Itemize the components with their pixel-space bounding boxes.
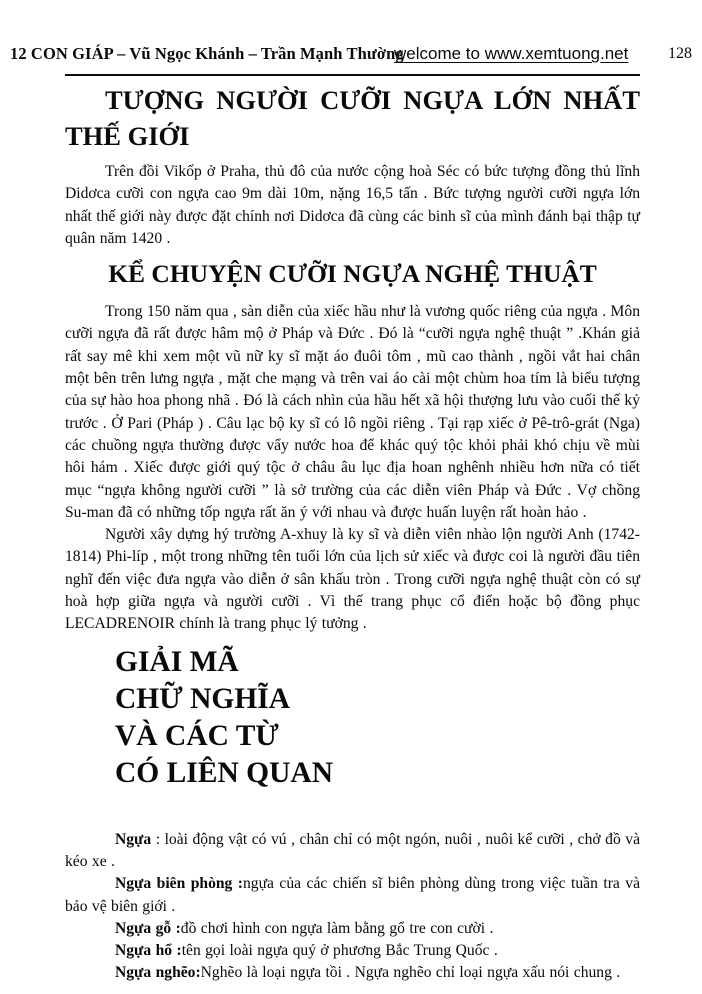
- article1-title: [65, 82, 640, 154]
- book-title: 12 CON GIÁP – Vũ Ngọc Khánh – Trần Mạnh Thường: [10, 44, 404, 63]
- glossary-definition: ngựa của các chiến sĩ biên phòng dùng trong việc tuần tra và bảo vệ biên giới .: [65, 875, 640, 915]
- section-heading: [115, 644, 640, 792]
- article1-title-line2: THẾ GIỚI: [65, 121, 190, 151]
- glossary: [65, 829, 640, 985]
- section-heading-line2: CHỮ NGHĨA: [115, 682, 291, 715]
- content-column: [65, 82, 640, 985]
- glossary-entry: [65, 873, 640, 918]
- section-heading-line1: GIẢI MÃ: [115, 645, 239, 678]
- article2-paragraph-2: Người xây dựng hý trường A-xhuy là ky sĩ và diễn viên nhào lộn người Anh (1742-1814) Phi-líp , một trong những tên tuổi lớn của lịch sử xiếc và được coi là người đầu tiên nghĩ đến việc đưa ngựa vào diễn ở sân khấu tròn . Trong cưỡi ngựa nghệ thuật còn có sự hoà hợp giữa ngựa và người cưỡi . Vì thế trang phục cổ điển hoặc bộ đồng phục LECADRENOIR chính là trang phục lý tưởng .: [65, 526, 640, 633]
- glossary-term: Ngựa gỗ :: [115, 919, 181, 937]
- glossary-definition: Nghẽo là loại ngựa tồi . Ngựa nghẽo chỉ loại ngựa xấu nói chung .: [200, 964, 621, 982]
- article2-paragraph-1: Trong 150 năm qua , sàn diễn của xiếc hầu như là vương quốc riêng của ngựa . Môn cưỡi ngựa đã rất được hâm mộ ở Pháp và Đức . Đó là “cưỡi ngựa nghệ thuật ” .Khán giả rất say mê khi xem một vũ nữ ky sĩ mặt áo đuôi tôm , mũ cao thành , ngồi vắt hai chân một bên trên lưng ngựa , mặt che mạng và trên vai áo cài một chùm hoa tím là biểu tượng của sự hào hoa phong nhã . Đó là cách nhìn của hầu hết xã hội thượng lưu vào cuối thế kỷ trước . Ở Pari (Pháp ) . Câu lạc bộ ky sĩ có lô ngồi riêng . Tại rạp xiếc ở Pê-trô-grát (Nga) các chuồng ngựa thường được vẩy nước hoa để khác quý tộc khỏi phải khó chịu về mùi hôi hám . Xiếc được giới quý tộc ở châu âu lục địa hoan nghênh nhiều hơn nữa có tiết mục “ngựa không người cưỡi ” là sở trường của các diễn viên Pháp và Đức . Vợ chồng Su-man đã có những tốp ngựa rất ăn ý với nhau và được huấn luyện rất hoàn hảo .: [65, 303, 640, 521]
- glossary-definition: : loài động vật có vú , chân chỉ có một ngón, nuôi , nuôi kể cưỡi , chở đồ và kéo xe .: [65, 830, 640, 870]
- glossary-term: Ngựa: [115, 830, 152, 848]
- glossary-entry: [65, 940, 640, 962]
- glossary-term: Ngựa hổ :: [115, 942, 182, 960]
- article1-paragraph: Trên đồi Vikốp ở Praha, thủ đô của nước cộng hoà Séc có bức tượng đồng thủ lĩnh Didơca cưỡi con ngựa cao 9m dài 10m, nặng 16,5 tấn . Bức tượng người cưỡi ngựa lớn nhất thế giới này được đặt chính nơi Didơca đã cùng các binh sĩ của mình đánh bại thập tự quân năm 1420 .: [65, 163, 640, 247]
- glossary-definition: đồ chơi hình con ngựa làm bằng gổ tre con cười .: [180, 919, 494, 937]
- glossary-definition: tên gọi loài ngựa quý ở phương Bắc Trung Quốc .: [181, 942, 498, 960]
- section-heading-line3: VÀ CÁC TỪ: [115, 719, 279, 752]
- page-number: 128: [668, 45, 692, 62]
- header-website: [394, 44, 694, 64]
- glossary-term: Ngựa biên phòng :: [115, 875, 243, 893]
- section-heading-line4: CÓ LIÊN QUAN: [115, 756, 333, 789]
- article1-title-line1: TƯỢNG NGƯỜI CƯỠI NGỰA LỚN NHẤT: [105, 85, 640, 115]
- glossary-term: Ngựa nghẽo:: [115, 964, 201, 982]
- header-rule: [65, 74, 640, 76]
- article2-title: KỂ CHUYỆN CƯỠI NGỰA NGHỆ THUẬT: [108, 259, 597, 289]
- website-link[interactable]: welcome to www.xemtuong.net: [394, 44, 629, 63]
- glossary-entry: [65, 829, 640, 874]
- glossary-entry: [65, 962, 640, 984]
- glossary-entry: [65, 918, 640, 940]
